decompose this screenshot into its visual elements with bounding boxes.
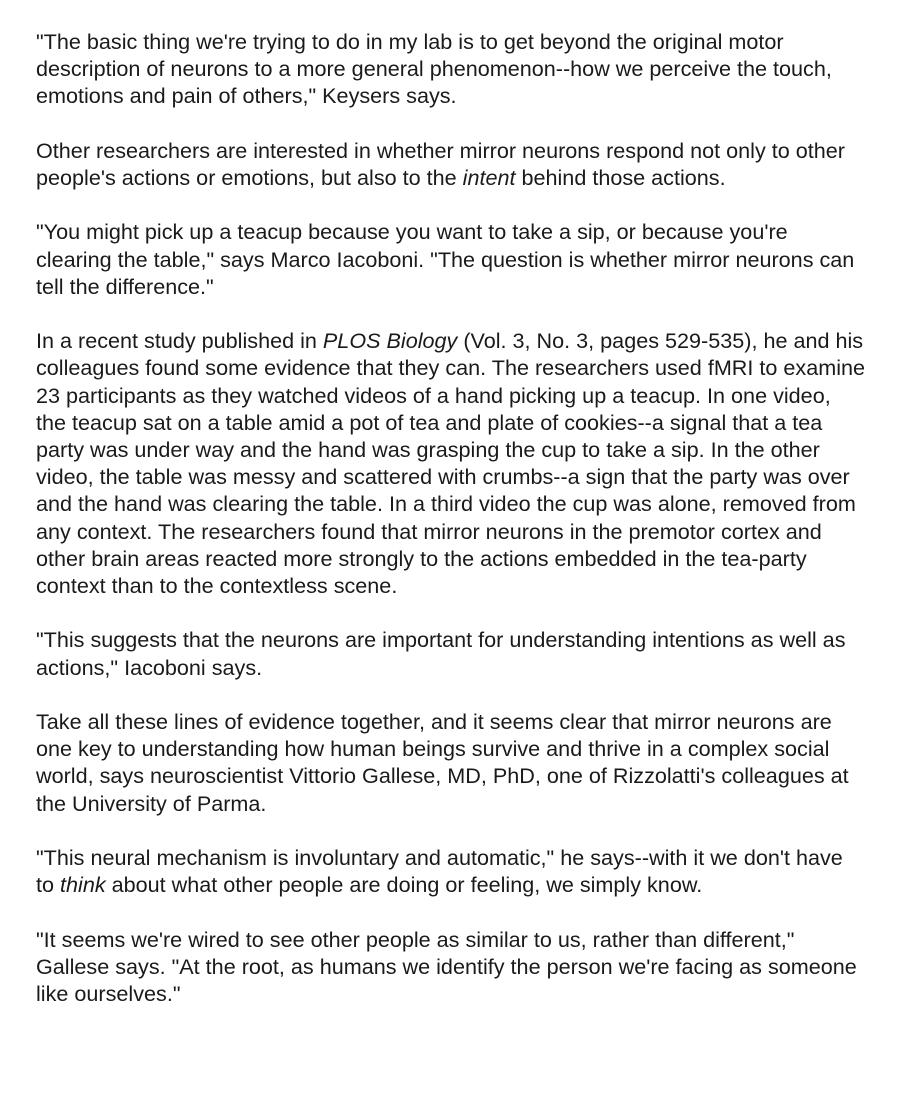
text-run: "This suggests that the neurons are important for understanding intentions as well as actions," Iacoboni says. xyxy=(36,627,846,680)
text-run: "It seems we're wired to see other people as similar to us, rather than different," Gallese says. "At the root, as humans we identify the person we're facing as someone like ourselves." xyxy=(36,926,857,1006)
text-run: behind those actions. xyxy=(515,165,726,190)
text-run: "The basic thing we're trying to do in my lab is to get beyond the original motor description of neurons to a more general phenomenon--how we perceive the touch, emotions and pain of others," Keysers says. xyxy=(36,29,832,109)
text-run: (Vol. 3, No. 3, pages 529-535), he and his colleagues found some evidence that they can. The researchers used fMRI to examine 23 participants as they watched videos of a hand picking up a teacup. In one video, the teacup sat on a table amid a pot of tea and plate of cookies--a signal that a tea party was under way and the hand was grasping the cup to take a sip. In the other video, the table was messy and scattered with crumbs--a sign that the party was over and the hand was clearing the table. In a third video the cup was alone, removed from any context. The researchers found that mirror neurons in the premotor cortex and other brain areas reacted more strongly to the actions embedded in the tea-party context than to the contextless scene. xyxy=(36,328,866,599)
paragraph-iacoboni-quote xyxy=(36,218,866,300)
paragraph-intentions-quote xyxy=(36,626,866,680)
text-run: "This neural mechanism is involuntary and automatic," he says--with it we don't have to xyxy=(36,845,843,898)
paragraph-neural-mechanism xyxy=(36,844,866,898)
text-run: In a recent study published in xyxy=(36,328,323,354)
text-run: Take all these lines of evidence together, and it seems clear that mirror neurons are one key to understanding how human beings survive and thrive in a complex social world, says neuroscientist Vittorio Gallese, MD, PhD, one of Rizzolatti's colleagues at the University of Parma. xyxy=(36,709,849,816)
text-run: about what other people are doing or feeling, we simply know. xyxy=(105,872,703,898)
paragraph-plos-study xyxy=(36,327,866,599)
italic-run: think xyxy=(60,872,106,898)
paragraph-wired-quote xyxy=(36,926,866,1008)
italic-run: intent xyxy=(462,165,516,190)
text-run: "You might pick up a teacup because you want to take a sip, or because you're clearing the table," says Marco Iacoboni. "The question is whether mirror neurons can tell the difference." xyxy=(36,219,855,299)
paragraph-gallese-summary xyxy=(36,708,866,817)
document-body xyxy=(36,28,866,1007)
italic-run: PLOS Biology xyxy=(322,328,458,354)
paragraph-keysers-quote xyxy=(36,28,866,110)
text-run: Other researchers are interested in whether mirror neurons respond not only to other people's actions or emotions, but also to the xyxy=(36,137,845,190)
paragraph-intent xyxy=(36,137,866,191)
